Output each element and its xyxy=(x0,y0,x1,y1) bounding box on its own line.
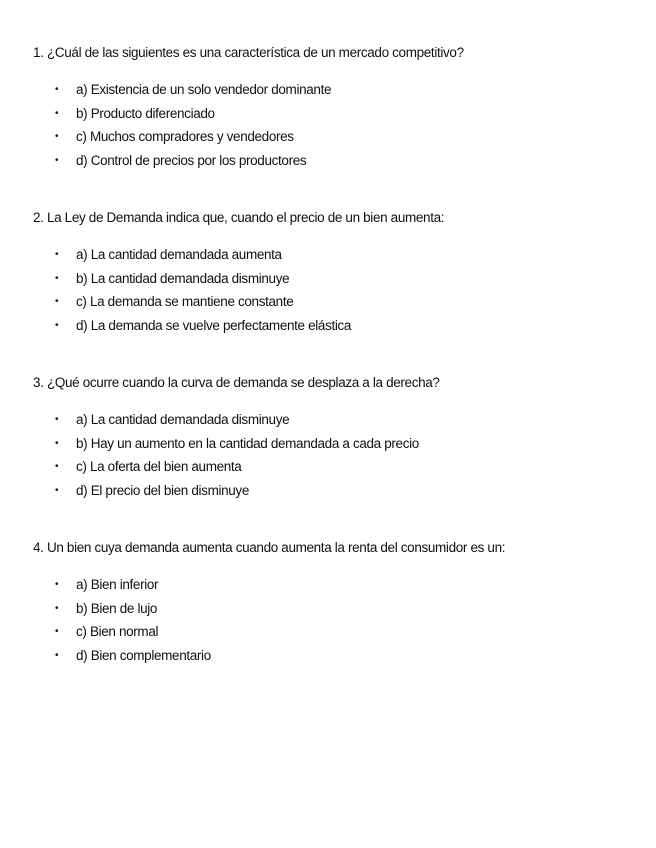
bullet-icon: • xyxy=(55,84,59,95)
option-text: c) Bien normal xyxy=(76,624,159,639)
option-item xyxy=(55,106,331,130)
options-list xyxy=(55,412,419,506)
bullet-icon: • xyxy=(55,319,59,331)
options-list xyxy=(55,247,351,341)
option-text: b) Hay un aumento en la cantidad demandada a cada precio xyxy=(76,435,419,451)
option-item xyxy=(55,153,331,177)
option-text: b) Bien de lujo xyxy=(76,600,158,616)
bullet-icon: • xyxy=(55,154,59,166)
bullet-icon: • xyxy=(55,131,59,142)
option-text: d) Bien complementario xyxy=(76,647,211,663)
option-item xyxy=(55,318,351,342)
option-item xyxy=(55,648,211,672)
bullet-icon: • xyxy=(55,296,59,307)
option-item xyxy=(55,271,351,295)
question-text: 2. La Ley de Demanda indica que, cuando el precio de un bien aumenta: xyxy=(33,210,445,225)
option-text: c) Muchos compradores y vendedores xyxy=(76,129,294,144)
option-text: a) La cantidad demandada aumenta xyxy=(76,247,282,262)
option-item xyxy=(55,483,419,507)
option-item xyxy=(55,624,211,648)
option-text: c) La oferta del bien aumenta xyxy=(76,459,242,474)
option-text: a) La cantidad demandada disminuye xyxy=(76,412,290,427)
bullet-icon: • xyxy=(55,579,59,590)
option-text: c) La demanda se mantiene constante xyxy=(76,294,294,309)
option-item xyxy=(55,436,419,460)
option-item xyxy=(55,577,211,601)
option-text: b) La cantidad demandada disminuye xyxy=(76,270,290,286)
bullet-icon: • xyxy=(55,484,59,496)
options-list xyxy=(55,577,211,671)
option-text: b) Producto diferenciado xyxy=(76,105,215,121)
bullet-icon: • xyxy=(55,461,59,472)
bullet-icon: • xyxy=(55,107,59,119)
bullet-icon: • xyxy=(55,414,59,425)
question-3 xyxy=(33,375,633,498)
option-item xyxy=(55,247,351,271)
option-text: d) El precio del bien disminuye xyxy=(76,482,249,498)
option-item xyxy=(55,412,419,436)
option-item xyxy=(55,129,331,153)
option-text: a) Bien inferior xyxy=(76,577,159,592)
option-item xyxy=(55,294,351,318)
question-text: 1. ¿Cuál de las siguientes es una característica de un mercado competitivo? xyxy=(33,45,464,60)
option-item xyxy=(55,82,331,106)
question-text: 4. Un bien cuya demanda aumenta cuando aumenta la renta del consumidor es un: xyxy=(33,540,506,555)
bullet-icon: • xyxy=(55,272,59,284)
bullet-icon: • xyxy=(55,437,59,449)
question-1 xyxy=(33,45,633,168)
bullet-icon: • xyxy=(55,249,59,260)
bullet-icon: • xyxy=(55,649,59,661)
option-text: d) Control de precios por los productores xyxy=(76,152,307,168)
bullet-icon: • xyxy=(55,626,59,637)
question-text: 3. ¿Qué ocurre cuando la curva de demanda se desplaza a la derecha? xyxy=(33,375,440,390)
question-2 xyxy=(33,210,633,333)
option-item xyxy=(55,601,211,625)
question-4 xyxy=(33,540,633,663)
option-text: a) Existencia de un solo vendedor dominante xyxy=(76,82,332,97)
option-text: d) La demanda se vuelve perfectamente elástica xyxy=(76,317,352,333)
option-item xyxy=(55,459,419,483)
bullet-icon: • xyxy=(55,602,59,614)
options-list xyxy=(55,82,331,176)
